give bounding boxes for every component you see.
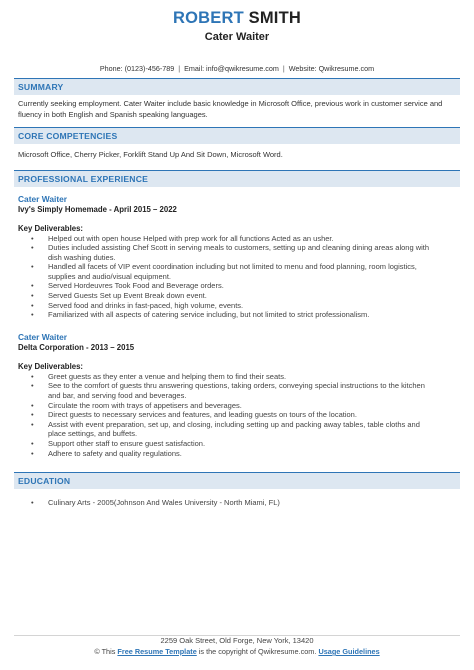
email-link[interactable]: Email: info@qwikresume.com (184, 64, 279, 73)
list-item: • Greet guests as they enter a venue and helping them to find their seats. (0, 372, 474, 382)
summary-heading: SUMMARY (14, 78, 460, 95)
footer-credit (0, 647, 474, 657)
list-item: • Served Hordeuvres Took Food and Beverage orders. (0, 281, 474, 291)
website-link[interactable]: Website: Qwikresume.com (288, 64, 375, 73)
first-name: ROBERT (172, 9, 244, 27)
key-deliverables-label: Key Deliverables: (18, 223, 84, 233)
competencies-text: Microsoft Office, Cherry Picker, Forklift Stand Up And Sit Down, Microsoft Word. (18, 150, 283, 159)
key-deliverables-label: Key Deliverables: (18, 361, 84, 371)
copyright-text: is the copyright of Qwikresume.com. (198, 647, 317, 656)
summary-text: Currently seeking employment. Cater Waiter include basic knowledge in Microsoft Office, previous work in customer service and fluency in both English and Spanish speaking languages. (18, 99, 443, 119)
separator: | (178, 64, 181, 73)
job-role: Cater Waiter (18, 331, 68, 342)
deliverables-list (0, 234, 474, 320)
list-item: • Culinary Arts - 2005(Johnson And Wales University - North Miami, FL) (0, 498, 474, 508)
footer-address: 2259 Oak Street, Old Forge, New York, 13420 (160, 636, 314, 645)
list-item: • Served food and drinks in fast-paced, high volume, events. (0, 301, 474, 311)
candidate-name (0, 7, 474, 29)
list-item: • Assist with event preparation, set up, and closing, including setting up and packing away tables, table cloths and place settings, and buffets. (0, 420, 474, 439)
job-company: Delta Corporation - 2013 – 2015 (18, 342, 135, 352)
usage-guidelines-link[interactable]: Usage Guidelines (318, 647, 380, 656)
competencies-heading: CORE COMPETENCIES (14, 127, 460, 144)
separator: | (282, 64, 285, 73)
phone: Phone: (0123)-456-789 (99, 64, 175, 73)
list-item: • Support other staff to ensure guest satisfaction. (0, 439, 474, 449)
list-item: • Familiarized with all aspects of catering service including, but not limited to strict professionalism. (0, 310, 474, 320)
copyright-text: © This (94, 647, 116, 656)
list-item: • Helped out with open house Helped with prep work for all functions Acted as an usher. (0, 234, 474, 244)
list-item: • Duties included assisting Chef Scott in serving meals to customers, setting up and cleaning dining areas along with dish washing duties. (0, 243, 474, 262)
deliverables-list (0, 372, 474, 458)
list-item: • Circulate the room with trays of appetisers and beverages. (0, 401, 474, 411)
job-role: Cater Waiter (18, 193, 68, 204)
education-heading: EDUCATION (14, 472, 460, 489)
experience-heading: PROFESSIONAL EXPERIENCE (14, 170, 460, 187)
job-entry (0, 332, 474, 458)
contact-line (0, 64, 474, 74)
job-title: Cater Waiter (204, 31, 270, 43)
list-item: • See to the comfort of guests thru answering questions, taking orders, conveying special instructions to the kitchen and bar, and serving food and beverages. (0, 381, 474, 400)
job-company: Ivy's Simply Homemade - April 2015 – 2022 (18, 204, 177, 214)
free-resume-template-link[interactable]: Free Resume Template (117, 647, 197, 656)
list-item: • Adhere to safety and quality regulations. (0, 449, 474, 459)
list-item: • Served Guests Set up Event Break down event. (0, 291, 474, 301)
list-item: • Handled all facets of VIP event coordination including but not limited to menu and food planning, room logistics, supplies and audio/visual equipment. (0, 262, 474, 281)
education-list (0, 498, 474, 508)
last-name: SMITH (248, 9, 301, 27)
list-item: • Direct guests to necessary services and features, and leading guests on tours of the location. (0, 410, 474, 420)
job-entry (0, 194, 474, 320)
